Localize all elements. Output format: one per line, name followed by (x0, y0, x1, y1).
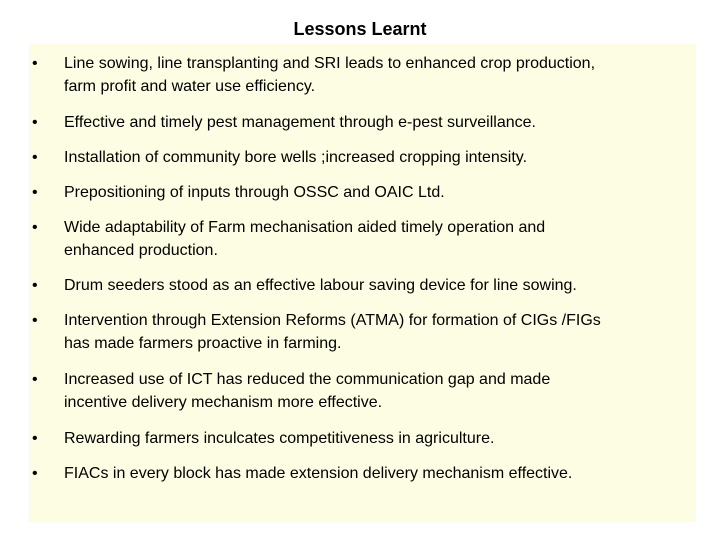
bullet-icon: • (32, 114, 38, 131)
bullet-icon: • (32, 184, 38, 201)
bullet-text-line: Wide adaptability of Farm mechanisation aided timely operation and (64, 219, 546, 236)
bullet-text-line: Intervention through Extension Reforms (ATMA) for formation of CIGs /FIGs (64, 312, 601, 329)
bullet-text-line: Effective and timely pest management through e-pest surveillance. (64, 114, 536, 131)
bullet-item (29, 111, 679, 134)
bullet-text-line: has made farmers proactive in farming. (64, 335, 342, 352)
bullet-icon: • (32, 430, 38, 447)
slide-title: Lessons Learnt (293, 19, 427, 39)
bullet-text-line: Prepositioning of inputs through OSSC and OAIC Ltd. (64, 184, 445, 201)
bullet-icon: • (32, 371, 38, 388)
bullet-text-line: enhanced production. (64, 242, 218, 259)
bullet-item (29, 309, 679, 355)
bullet-text-line: FIACs in every block has made extension delivery mechanism effective. (64, 465, 573, 482)
bullet-item (29, 146, 679, 169)
bullet-text-line: Rewarding farmers inculcates competitiveness in agriculture. (64, 430, 495, 447)
bullet-item (29, 52, 679, 98)
bullet-text-line: Increased use of ICT has reduced the communication gap and made (64, 371, 551, 388)
content-panel (29, 44, 696, 522)
bullet-item (29, 427, 679, 450)
bullet-item (29, 368, 679, 414)
bullet-text-line: Installation of community bore wells ;increased cropping intensity. (64, 149, 528, 166)
bullet-item (29, 216, 679, 262)
bullet-text-line: Line sowing, line transplanting and SRI leads to enhanced crop production, (64, 55, 596, 72)
bullet-item (29, 274, 679, 297)
bullet-icon: • (32, 465, 38, 482)
bullet-icon: • (32, 149, 38, 166)
bullet-text-line: farm profit and water use efficiency. (64, 78, 316, 95)
bullet-icon: • (32, 277, 38, 294)
bullet-item (29, 181, 679, 204)
bullet-item (29, 462, 679, 485)
bullet-text-line: Drum seeders stood as an effective labour saving device for line sowing. (64, 277, 577, 294)
bullet-text-line: incentive delivery mechanism more effective. (64, 394, 383, 411)
bullet-icon: • (32, 219, 38, 236)
bullet-icon: • (32, 55, 38, 72)
bullet-icon: • (32, 312, 38, 329)
